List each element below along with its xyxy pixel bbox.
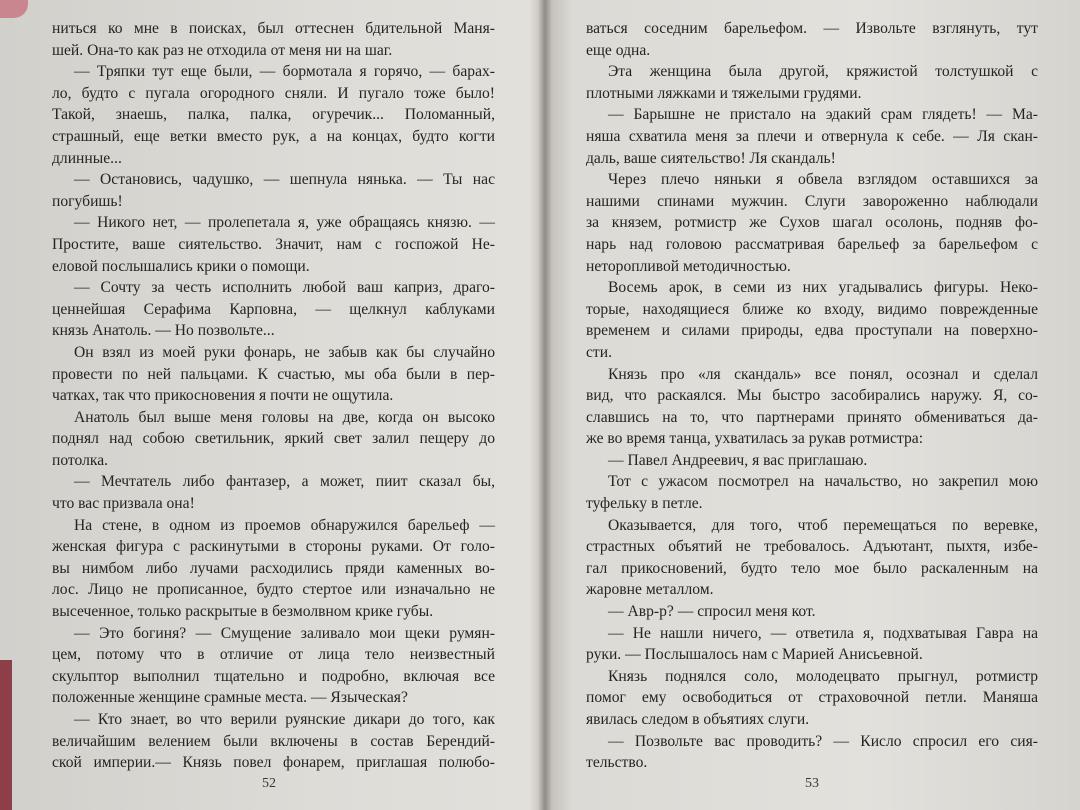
text-line: поднял над собою светильник, яркий свет залил пещеру до <box>52 430 495 448</box>
text-line: страшный, еще ветки вместо рук, а на концах, будто когти <box>52 127 495 145</box>
text-line: сти. <box>586 343 612 361</box>
text-line: явилась следом в объятиях слуги. <box>586 711 810 728</box>
text-line: ло, будто с пугала огородного сняли. И пугало тоже было! <box>52 84 495 102</box>
right-page-number: 53 <box>805 776 819 791</box>
text-line: — Тряпки тут еще были, — бормотала я горячо, — барах- <box>74 63 495 81</box>
text-line: — Мечтатель либо фантазер, а может, пиит сказал бы, <box>74 473 495 491</box>
text-line: — Не нашли ничего, — ответила я, подхватывая Гавра на <box>608 624 1038 642</box>
text-line: славшись на то, что партнерами принято обмениваться да- <box>586 408 1038 426</box>
text-line: гал прикосновений, будто тело мое было раскаленным на <box>586 559 1038 577</box>
text-line: руки. — Послышалось нам с Марией Анисьевной. <box>586 646 923 664</box>
text-line: длинные... <box>52 149 122 167</box>
text-line: ваться соседним барельефом. — Извольте взглянуть, тут <box>586 20 1038 37</box>
background-cover-corner-top <box>0 0 28 18</box>
text-line: страстных объятий не требовалось. Адъютант, пыхтя, избе- <box>586 538 1038 556</box>
text-line: Оказывается, для того, чтоб перемещаться по веревке, <box>608 516 1038 534</box>
text-line: еловой послышались крики о помощи. <box>52 257 310 275</box>
text-line: Восемь арок, в семи из них угадывались фигуры. Неко- <box>608 279 1038 297</box>
text-line: скульптор выполнил тщательно и подробно, включая все <box>52 667 495 685</box>
text-line: князь Анатоль. — Но позвольте... <box>52 322 275 340</box>
text-line: плотными ляжками и тяжелыми грудями. <box>586 84 862 102</box>
text-line: вид, что раскаялся. Мы быстро засобирались наружу. Я, со- <box>586 387 1038 405</box>
text-line: Простите, ваше сиятельство. Значит, нам с госпожой Не- <box>52 235 495 253</box>
book-gutter <box>538 0 552 810</box>
text-line: провести по ней пальцами. К счастью, мы оба были в пер- <box>52 365 495 383</box>
text-line: временем и силами природы, едва проступали на поверхно- <box>586 322 1038 340</box>
text-line: ценнейшая Серафима Карповна, — щелкнул каблуками <box>52 300 495 318</box>
text-line: ской империи.— Князь повел фонарем, приглашая полюбо- <box>52 754 495 772</box>
text-line: — Авр-р? — спросил меня кот. <box>608 603 816 621</box>
text-line: погубишь! <box>52 192 123 210</box>
text-line: няша схватила меня за плечи и отвернула к себе. — Ля скан- <box>586 127 1038 145</box>
text-line: ниться ко мне в поисках, был оттеснен бдительной Маня- <box>52 20 495 37</box>
text-line: что вас призвала она! <box>52 495 195 513</box>
text-line: Князь поднялся соло, молодецвато прыгнул, ротмистр <box>608 667 1038 685</box>
text-line: за князем, ротмистр же Сухов шагал осолонь, подняв фо- <box>586 214 1038 232</box>
text-line: — Позвольте вас проводить? — Кисло спросил его сия- <box>608 732 1038 750</box>
text-line: помог ему освободиться от страховочной петли. Маняша <box>586 689 1038 707</box>
text-line: нарь над головою рассматривая барельеф за барельефом с <box>586 235 1038 253</box>
text-line: вы нимбом либо лучами расходились пряди каменных во- <box>52 559 495 577</box>
text-line: высеченное, только раскрытые в безмолвном крике губы. <box>52 603 434 621</box>
text-line: даль, ваше сиятельство! Ля скандаль! <box>586 149 836 167</box>
text-line: Он взял из моей руки фонарь, не забыв как бы случайно <box>74 343 495 361</box>
text-line: женская фигура с раскинутыми в стороны руками. От голо- <box>52 538 495 556</box>
text-line: чатках, так что прикосновения я почти не ощутила. <box>52 387 394 405</box>
text-line: неторопливой методичностью. <box>586 257 791 275</box>
text-line: — Это богиня? — Смущение заливало мои щеки румян- <box>74 624 495 642</box>
text-line: — Остановись, чадушко, — шепнула нянька. — Ты нас <box>74 171 495 189</box>
left-page-number: 52 <box>262 776 276 791</box>
background-cover-corner-bottom <box>0 660 12 810</box>
text-line: Тот с ужасом посмотрел на начальство, но закрепил мою <box>608 473 1038 491</box>
text-line: — Кто знает, во что верили руянские дикари до того, как <box>74 711 495 728</box>
text-line: туфельку в петле. <box>586 495 703 513</box>
text-line: — Павел Андреевич, я вас приглашаю. <box>608 451 868 469</box>
text-line: потолка. <box>52 451 109 469</box>
text-line: — Никого нет, — пролепетала я, уже обращаясь князю. — <box>74 214 495 232</box>
text-line: цем, потому что в отличие от лица тело неизвестный <box>52 646 495 664</box>
text-line: величайшим велением были включены в состав Берендий- <box>52 732 495 750</box>
text-line: лос. Лицо не прописанное, будто стертое или изначально не <box>52 581 495 599</box>
text-line: шей. Она-то как раз не отходила от меня ни на шаг. <box>52 41 393 59</box>
text-line: положенные женщине срамные места. — Языческая? <box>52 689 408 707</box>
text-line: нашими спинами мужчин. Слуги завороженно наблюдали <box>586 192 1038 210</box>
text-line: — Сочту за честь исполнить любой ваш каприз, драго- <box>74 279 495 297</box>
text-line: торые, находящиеся ближе ко входу, видимо поврежденные <box>586 300 1038 318</box>
text-line: еще одна. <box>586 41 651 59</box>
text-line: Князь про «ля скандаль» все понял, осознал и сделал <box>608 365 1038 383</box>
text-line: Эта женщина была другой, кряжистой толстушкой с <box>608 63 1038 81</box>
text-line: тельство. <box>586 754 648 772</box>
text-line: Через плечо няньки я обвела взглядом оставшихся за <box>608 171 1038 189</box>
text-line: Анатоль был выше меня головы на две, когда он высоко <box>74 408 495 426</box>
right-page-text <box>586 18 1038 774</box>
text-line: же во время танца, ухватилась за рукав ротмистра: <box>586 430 924 448</box>
text-line: Такой, знаешь, палка, палка, огуречик... Поломанный, <box>52 106 495 124</box>
text-line: жаровне металлом. <box>586 581 714 599</box>
text-line: На стене, в одном из проемов обнаружился барельеф — <box>74 516 495 534</box>
left-page-text <box>52 18 495 774</box>
text-line: — Барышне не пристало на эдакий срам глядеть! — Ма- <box>608 106 1038 124</box>
